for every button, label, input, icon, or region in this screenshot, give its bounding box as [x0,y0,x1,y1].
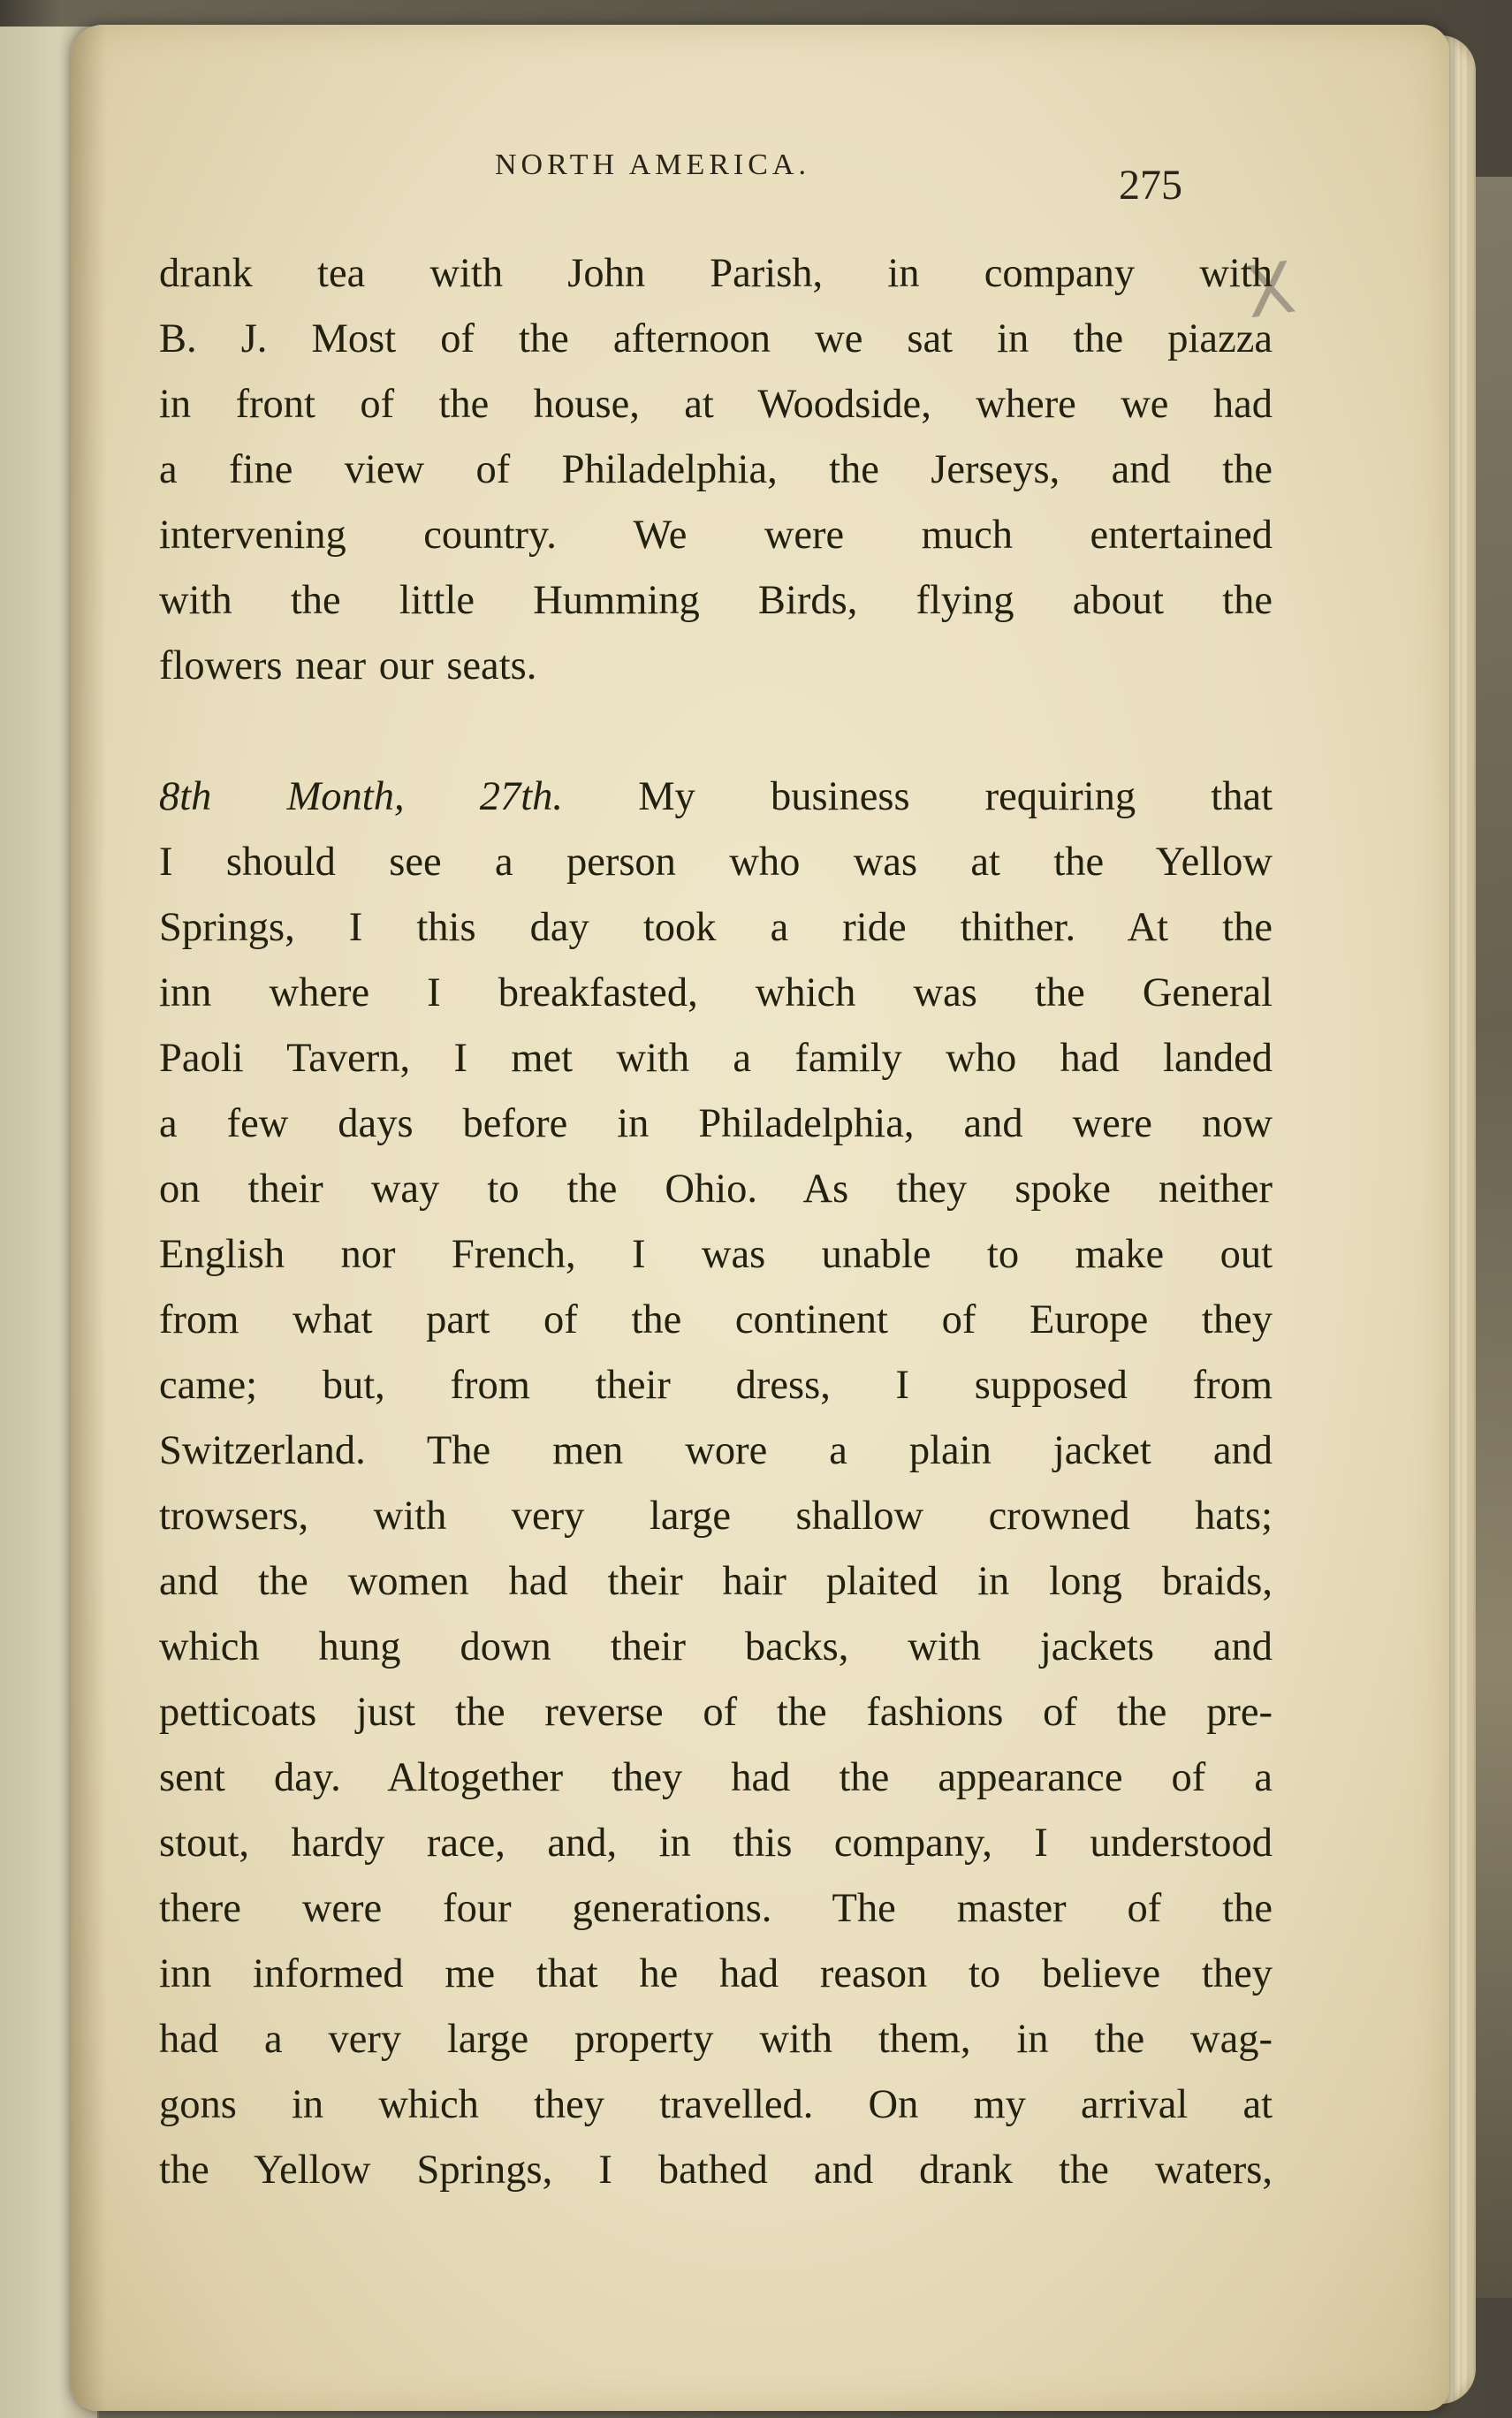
text-line: sent day. Altogether they had the appearance of a [159,1755,1273,1800]
paragraph-1 [159,241,1273,699]
text-line: B. J. Most of the afternoon we sat in the piazza [159,316,1273,361]
entry-date: 8th Month, 27th. [159,774,564,819]
text-line: which hung down their backs, with jackets and [159,1624,1273,1669]
text-line: Switzerland. The men wore a plain jacket and [159,1428,1273,1473]
gutter-shadow [71,25,106,2411]
text-line: with the little Humming Birds, flying about the [159,578,1273,623]
body-text [159,241,1273,2203]
text-line: there were four generations. The master of the [159,1886,1273,1931]
text-line: in front of the house, at Woodside, where we had [159,382,1273,427]
text-line: on their way to the Ohio. As they spoke neither [159,1167,1273,1212]
text-line: inn informed me that he had reason to believe they [159,1951,1273,1996]
text-line: English nor French, I was unable to make out [159,1232,1273,1277]
text-line: from what part of the continent of Europe they [159,1297,1273,1342]
text-line: inn where I breakfasted, which was the General [159,970,1273,1015]
text-line: a few days before in Philadelphia, and were now [159,1101,1273,1146]
text-line: the Yellow Springs, I bathed and drank the waters, [159,2148,1273,2193]
text-line: and the women had their hair plaited in long braids, [159,1559,1273,1604]
paragraph-2 [159,764,1273,2203]
text-line: came; but, from their dress, I supposed from [159,1363,1273,1408]
first-line-text: My business requiring that [638,774,1273,819]
text-line-first [159,764,1273,830]
text-line: I should see a person who was at the Yellow [159,840,1273,885]
running-head: NORTH AMERICA. [495,148,810,181]
text-line: gons in which they travelled. On my arrival at [159,2082,1273,2127]
paragraph-gap [159,699,1273,764]
page-number: 275 [1119,162,1182,209]
text-line: Springs, I this day took a ride thither. At the [159,905,1273,950]
text-line: trowsers, with very large shallow crowned hats; [159,1494,1273,1539]
text-line: a fine view of Philadelphia, the Jerseys, and the [159,447,1273,492]
text-line: intervening country. We were much entertained [159,513,1273,558]
text-line: Paoli Tavern, I met with a family who had landed [159,1036,1273,1081]
text-line: drank tea with John Parish, in company with [159,251,1273,296]
text-line: petticoats just the reverse of the fashions of the pre- [159,1690,1273,1735]
pencil-margin-mark: X [1240,246,1301,335]
text-line: had a very large property with them, in the wag- [159,2017,1273,2062]
text-line: flowers near our seats. [159,643,537,688]
book-page [71,25,1449,2411]
text-line: stout, hardy race, and, in this company, I understood [159,1821,1273,1866]
